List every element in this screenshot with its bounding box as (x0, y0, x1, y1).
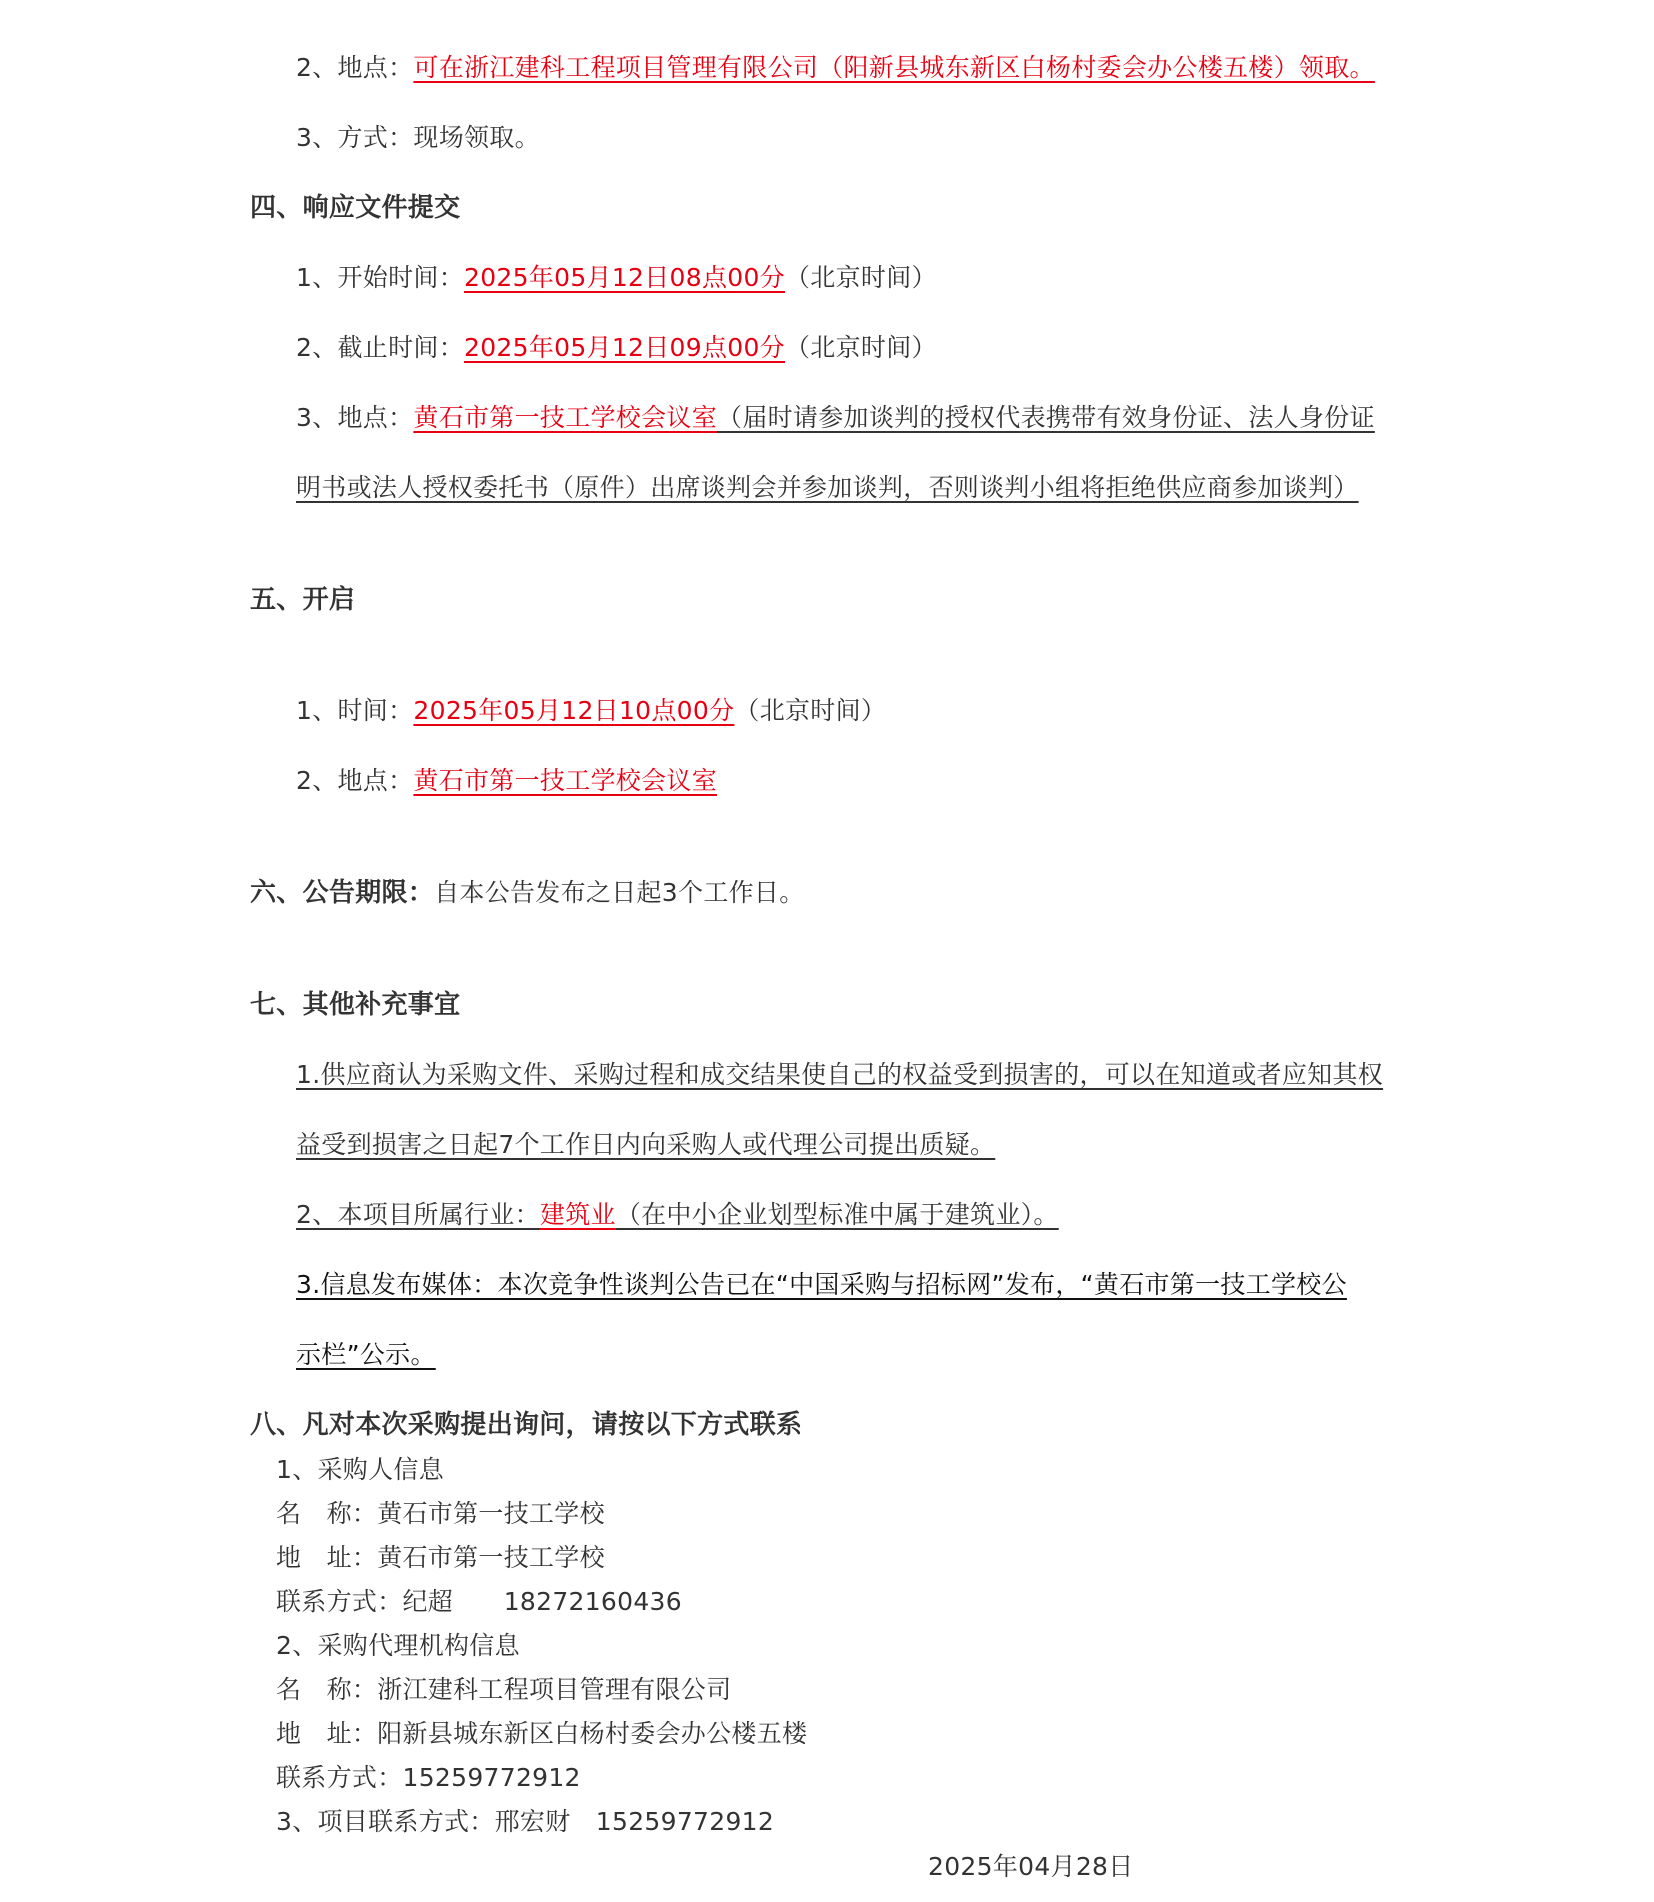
s4-place-value: 黄石市第一技工学校会议室 (413, 403, 718, 432)
s6-line (250, 875, 805, 911)
s4-start-time (296, 260, 937, 296)
s7-item2 (296, 1197, 1059, 1233)
s4-end-label: 2、截止时间： (296, 333, 465, 362)
s7-item1-line1: 1.供应商认为采购文件、采购过程和成交结果使自己的权益受到损害的，可以在知道或者应知其权 (296, 1060, 1384, 1089)
s3-place-value: 可在浙江建科工程项目管理有限公司（阳新县城东新区白杨村委会办公楼五楼）领取。 (413, 53, 1375, 82)
s4-place-note-2: 明书或法人授权委托书（原件）出席谈判会并参加谈判，否则谈判小组将拒绝供应商参加谈判） (296, 473, 1359, 502)
s8-purchaser-contact: 联系方式：纪超 18272160436 (276, 1587, 682, 1616)
s6-text: 自本公告发布之日起3个工作日。 (434, 878, 805, 907)
s4-end-value: 2025年05月12日09点00分 (464, 333, 785, 362)
s4-start-note: （北京时间） (785, 263, 937, 292)
s5-heading: 五、开启 (250, 585, 356, 615)
s8-agency-title: 2、采购代理机构信息 (276, 1631, 520, 1660)
s7-item3-line2: 示栏”公示。 (296, 1340, 436, 1369)
s8-agency-address: 地 址：阳新县城东新区白杨村委会办公楼五楼 (276, 1719, 808, 1748)
s4-start-value: 2025年05月12日08点00分 (464, 263, 785, 292)
s8-purchaser-name: 名 称：黄石市第一技工学校 (276, 1499, 605, 1528)
s7-item1-line2: 益受到损害之日起7个工作日内向采购人或代理公司提出质疑。 (296, 1130, 996, 1159)
s8-heading: 八、凡对本次采购提出询问，请按以下方式联系 (250, 1410, 803, 1440)
s5-place-label: 2、地点： (296, 766, 414, 795)
s4-end-time (296, 330, 937, 366)
s3-method-value: 现场领取。 (413, 123, 540, 152)
s8-purchaser-title: 1、采购人信息 (276, 1455, 445, 1484)
s3-method-label: 3、方式： (296, 123, 414, 152)
s5-place (296, 763, 717, 799)
s7-item2-note: （在中小企业划型标准中属于建筑业）。 (615, 1200, 1059, 1229)
s4-place (296, 400, 1375, 436)
s8-agency-name: 名 称：浙江建科工程项目管理有限公司 (276, 1675, 732, 1704)
s5-time (296, 693, 886, 729)
s5-time-label: 1、时间： (296, 696, 414, 725)
s5-place-value: 黄石市第一技工学校会议室 (413, 766, 718, 795)
s5-time-value: 2025年05月12日10点00分 (413, 696, 735, 725)
s4-start-label: 1、开始时间： (296, 263, 465, 292)
s6-heading: 六、公告期限： (250, 878, 435, 908)
s7-item2-value: 建筑业 (539, 1200, 616, 1229)
s8-agency-contact: 联系方式：15259772912 (276, 1763, 581, 1792)
s3-place-label: 2、地点： (296, 53, 414, 82)
s4-place-label: 3、地点： (296, 403, 414, 432)
document-date: 2025年04月28日 (928, 1852, 1134, 1881)
s4-end-note: （北京时间） (785, 333, 937, 362)
s4-heading: 四、响应文件提交 (250, 193, 461, 223)
s7-item2-label: 2、本项目所属行业： (296, 1200, 540, 1229)
s8-purchaser-address: 地 址：黄石市第一技工学校 (276, 1543, 605, 1572)
s3-item-place (296, 50, 1375, 86)
s3-item-method (296, 120, 540, 156)
s7-heading: 七、其他补充事宜 (250, 990, 461, 1020)
s8-project-contact: 3、项目联系方式：邢宏财 15259772912 (276, 1807, 775, 1836)
s5-time-note: （北京时间） (734, 696, 887, 725)
s7-item3-line1: 3.信息发布媒体：本次竞争性谈判公告已在“中国采购与招标网”发布，“黄石市第一技工学校公 (296, 1270, 1347, 1299)
s4-place-note-1: （届时请参加谈判的授权代表携带有效身份证、法人身份证 (717, 403, 1375, 432)
